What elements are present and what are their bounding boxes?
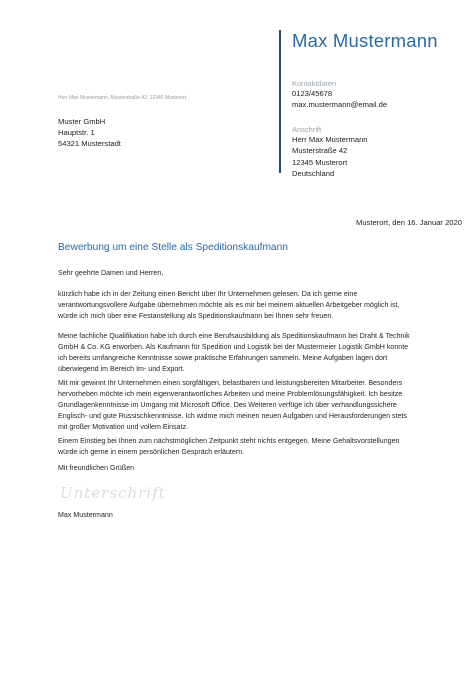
paragraph-line: würde ich mich über eine Festanstellung als Speditionskaufmann bei Ihnen sehr freuen. [58,312,334,321]
paragraph-line: Englisch- und gute Russischkenntnisse. Ich widme mich meinen neuen Aufgaben und Herausforderungen stets [58,412,407,421]
letter-subject: Bewerbung um eine Stelle als Speditionskaufmann [58,242,288,253]
address-line: Herr Max Mustermann [292,135,368,144]
paragraph-line: überwiegend im Bereich Im- und Export. [58,365,185,374]
paragraph-line: würde ich gerne in einem persönlichen Gespräch erläutern. [58,448,245,457]
return-address-line: Herr Max Mustermann, Musterstraße 42, 12345 Musterort [58,95,187,101]
applicant-name-heading: Max Mustermann [292,30,438,51]
recipient-line: 54321 Musterstadt [58,139,121,149]
paragraph-line: verantwortungsvollere Aufgabe übernehmen möchte als es mir bei meinem aktuellen Arbeitgeber möglich ist, [58,301,400,310]
header-divider-line [279,30,281,173]
paragraph-line: Grundlagenkenntnisse im Umgang mit Microsoft Office. Des Weiteren verfüge ich über verhandlungssichere [58,401,397,410]
contact-section-label: Kontaktdaten [292,79,337,88]
paragraph-line: Meine fachliche Qualifikation habe ich durch eine Berufsausbildung als Speditionskaufmann bei Draht & Technik [58,332,410,340]
paragraph-line: Mit mir gewinnt Ihr Unternehmen einen sorgfältigen, belastbaren und leistungsbereiten Mitarbeiter. Besonders [58,379,403,387]
recipient-line: Hauptstr. 1 [58,128,95,138]
contact-block [292,88,387,111]
phone-number: 0123/45678 [292,89,333,98]
paragraph-3 [58,378,416,433]
address-line: 12345 Musterort [292,157,348,167]
address-line: Musterstraße 42 [292,146,348,156]
closing-phrase: Mit freundlichen Grüßen [58,464,135,472]
paragraph-4 [58,436,416,458]
paragraph-line: GmbH & Co. KG erworben. Als Kaufmann für Spedition und Logistik bei der Mustermeier Logistik GmbH konnte [58,343,409,352]
paragraph-1 [58,289,416,322]
email-address: max.mustermann@email.de [292,100,388,110]
signature-placeholder: Unterschrift [60,484,166,502]
paragraph-2 [58,331,416,375]
recipient-line: Muster GmbH [58,117,106,126]
letter-date: Musterort, den 16. Januar 2020 [356,218,462,227]
paragraph-line: hervorheben möchte ich mein eigenverantwortliches Arbeiten und meine Problemlösungsfähigkeit. Ich besitze [58,390,403,399]
paragraph-line: Einem Einstieg bei Ihnen zum nächstmöglichen Zeitpunkt steht nichts entgegen. Meine Gehaltsvorstellungen [58,437,400,445]
signer-name: Max Mustermann [58,511,113,519]
recipient-address-block [58,116,121,150]
paragraph-line: mit großer Motivation und vollem Einsatz. [58,423,189,432]
salutation: Sehr geehrte Damen und Herren, [58,269,164,277]
sender-address-block [292,134,368,179]
paragraph-line: kürzlich habe ich in der Zeitung einen Bericht über Ihr Unternehmen gelesen. Da ich gerne eine [58,290,358,298]
address-line: Deutschland [292,168,335,178]
address-section-label: Anschrift [292,125,322,134]
paragraph-line: ich bereits umfangreiche Kenntnisse sowie praktische Erfahrungen sammeln. Meine Aufgaben lagen dort [58,354,388,363]
